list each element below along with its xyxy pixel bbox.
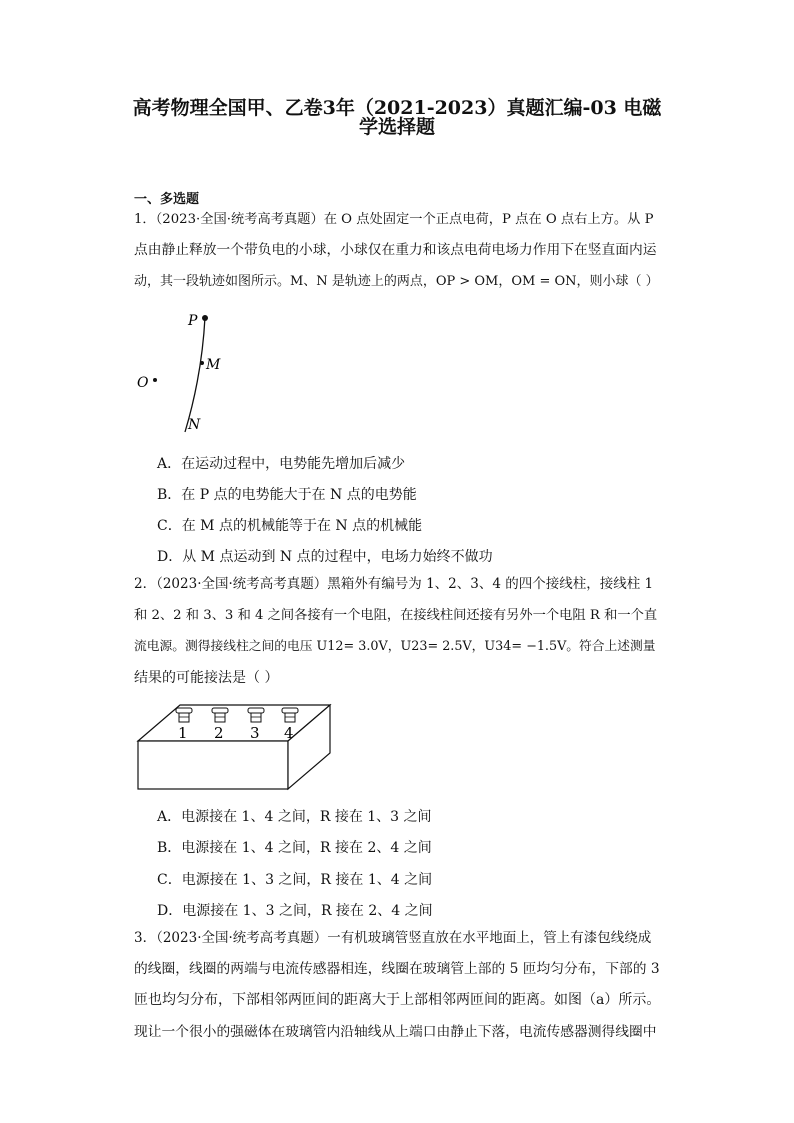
box-front-face [138, 741, 288, 789]
label-o: O [137, 375, 149, 391]
q2-text-line4: 结果的可能接法是（ ） [134, 670, 279, 686]
q2-option-b[interactable]: B．电源接在 1、4 之间，R 接在 2、4 之间 [157, 840, 432, 856]
q1-text-line2: 点由静止释放一个带负电的小球，小球仅在重力和该点电荷电场力作用下在竖直面内运 [134, 242, 657, 258]
terminal-label-2: 2 [214, 724, 224, 742]
label-n: N [188, 417, 201, 433]
q1-trajectory-figure [130, 305, 240, 440]
terminal-label-1: 1 [178, 724, 188, 742]
trajectory-curve [185, 317, 205, 432]
q3-text-line4: 现让一个很小的强磁体在玻璃管内沿轴线从上端口由静止下落，电流传感器测得线圈中 [134, 1024, 657, 1040]
q2-text-line3: 流电源。测得接线柱之间的电压 U12= 3.0V，U23= 2.5V，U34= −1.5V。符合上述测量 [134, 639, 656, 654]
label-m: M [206, 357, 221, 373]
terminal-label-3: 3 [250, 724, 260, 742]
section-heading: 一、多选题 [134, 192, 200, 207]
q1-text-line1: 1．（2023·全国·统考高考真题）在 O 点处固定一个正点电荷，P 点在 O 点右上方。从 P [134, 212, 654, 227]
page-title-line1: 高考物理全国甲、乙卷3年（2021-2023）真题汇编-03 电磁 [132, 97, 662, 119]
q3-text-line3: 匝也均匀分布，下部相邻两匝间的距离大于上部相邻两匝间的距离。如图（a）所示。 [134, 992, 661, 1008]
point-p-dot [202, 315, 208, 321]
q2-option-c[interactable]: C．电源接在 1、3 之间，R 接在 1、4 之间 [157, 872, 433, 888]
q1-option-c[interactable]: C．在 M 点的机械能等于在 N 点的机械能 [157, 518, 423, 534]
q2-option-a[interactable]: A．电源接在 1、4 之间，R 接在 1、3 之间 [157, 809, 432, 825]
q1-option-b[interactable]: B．在 P 点的电势能大于在 N 点的电势能 [157, 487, 417, 503]
label-p: P [188, 313, 198, 329]
page-title-line2: 学选择题 [358, 116, 435, 138]
q3-text-line2: 的线圈，线圈的两端与电流传感器相连，线圈在玻璃管上部的 5 匝均匀分布，下部的 3 [134, 961, 660, 977]
point-o-dot [153, 378, 157, 382]
terminal-label-4: 4 [284, 724, 294, 742]
q2-black-box-figure [136, 700, 334, 792]
q1-option-d[interactable]: D．从 M 点运动到 N 点的过程中，电场力始终不做功 [157, 549, 493, 565]
q2-option-d[interactable]: D．电源接在 1、3 之间，R 接在 2、4 之间 [157, 903, 433, 919]
point-m-dot [200, 361, 204, 365]
q2-text-line1: 2．（2023·全国·统考高考真题）黑箱外有编号为 1、2、3、4 的四个接线柱，接线柱 1 [134, 576, 654, 592]
q1-option-a[interactable]: A．在运动过程中，电势能先增加后减少 [157, 456, 406, 472]
q1-text-line3: 动，其一段轨迹如图所示。M、N 是轨迹上的两点，OP > OM，OM = ON，则小球（ ） [134, 274, 659, 289]
q2-text-line2: 和 2、2 和 3、3 和 4 之间各接有一个电阻，在接线柱间还接有另外一个电阻 R 和一个直 [134, 608, 658, 623]
q3-text-line1: 3．（2023·全国·统考高考真题）一有机玻璃管竖直放在水平地面上，管上有漆包线绕成 [134, 930, 652, 946]
